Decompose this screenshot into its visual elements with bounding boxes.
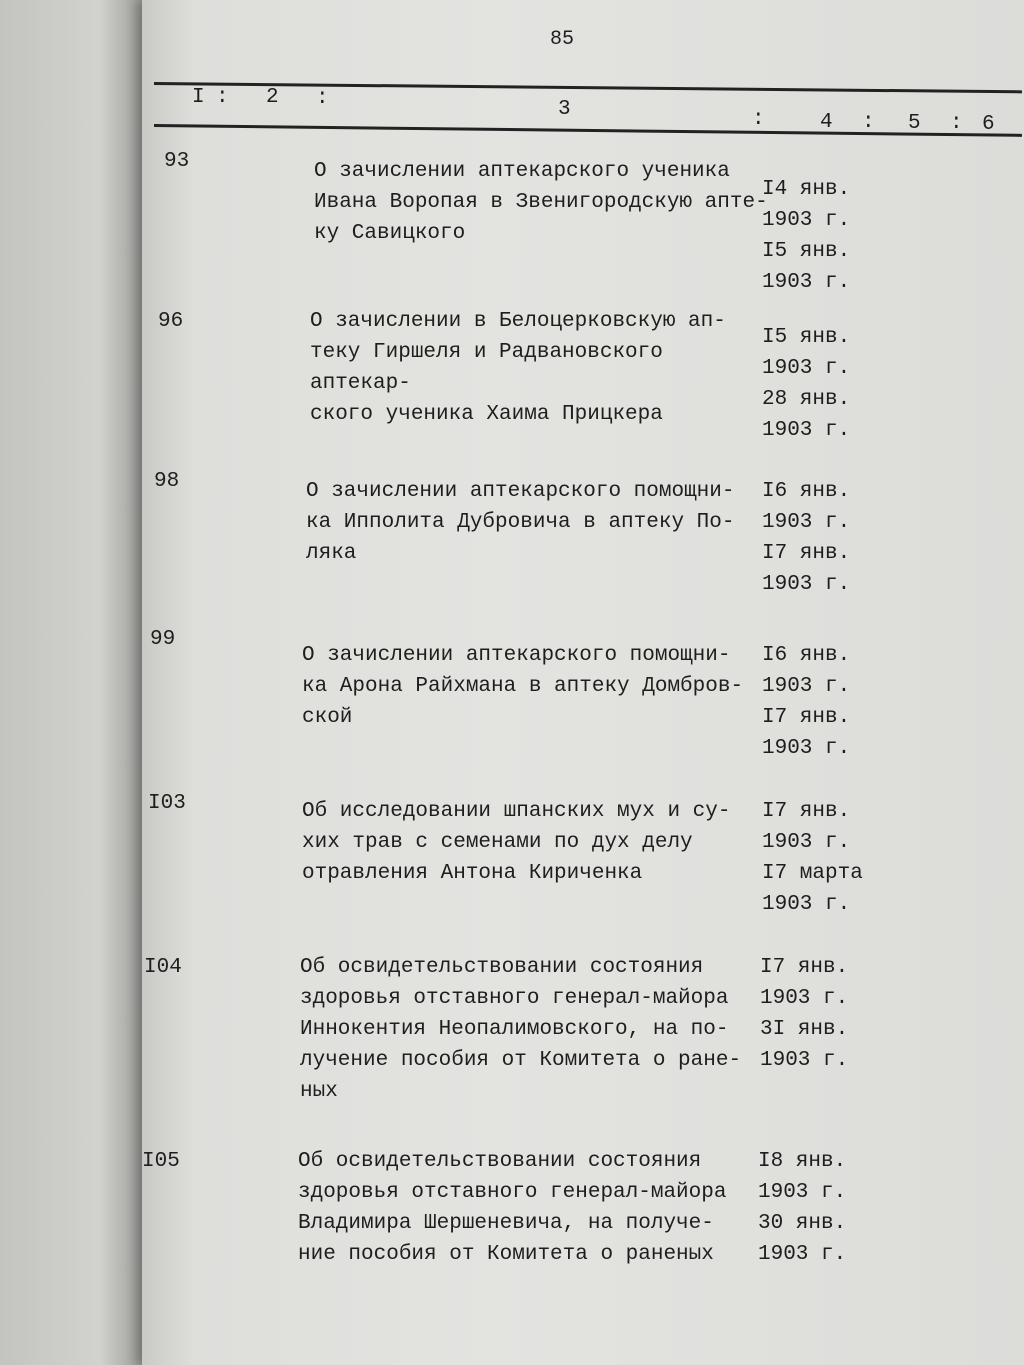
- column-header-4: 4: [820, 111, 833, 134]
- record-title: О зачислении аптекарского ученика Ивана Воропая в Звенигородскую апте- ку Савицкого: [314, 160, 768, 245]
- column-separator: :: [862, 111, 875, 134]
- record-number: 99: [150, 628, 176, 651]
- column-separator: :: [950, 112, 963, 135]
- record-title: Об исследовании шпанских мух и су- хих трав с семенами по дух делу отравления Антона Кириченка: [302, 800, 731, 885]
- record-title: О зачислении в Белоцерковскую ап- теку Гиршеля и Радвановского аптекар- ского ученика Хаима Прицкера: [310, 310, 726, 426]
- record-number: 98: [154, 470, 180, 493]
- column-header-row: [142, 86, 1024, 136]
- column-header-6: 6: [982, 113, 995, 136]
- column-header-1: I: [192, 86, 205, 109]
- previous-page: [0, 0, 142, 1365]
- record-dates: I7 янв. 1903 г. I7 марта 1903 г.: [762, 800, 863, 916]
- record-number: 93: [164, 150, 190, 173]
- record-dates: I8 янв. 1903 г. 30 янв. 1903 г.: [758, 1150, 847, 1266]
- column-separator: :: [752, 108, 765, 131]
- column-header-3: 3: [558, 98, 571, 121]
- record-number: I04: [144, 956, 182, 979]
- column-header-2: 2: [266, 86, 279, 109]
- record-dates: I6 янв. 1903 г. I7 янв. 1903 г.: [762, 644, 851, 760]
- record-dates: I5 янв. 1903 г. 28 янв. 1903 г.: [762, 326, 851, 442]
- page-number: 85: [550, 28, 575, 51]
- record-title: О зачислении аптекарского помощни- ка Арона Райхмана в аптеку Домбров- ской: [302, 644, 744, 729]
- record-dates: I4 янв. 1903 г. I5 янв. 1903 г.: [762, 178, 851, 294]
- column-separator: :: [316, 87, 329, 110]
- record-title: О зачислении аптекарского помощни- ка Ипполита Дубровича в аптеку По- ляка: [306, 480, 735, 565]
- record-title: Об освидетельствовании состояния здоровья отставного генерал-майора Владимира Шершеневича, на получе- ние пособия от Комитета о раненых: [298, 1150, 727, 1266]
- record-number: I05: [142, 1150, 180, 1173]
- record-number: 96: [158, 310, 184, 333]
- record-dates: I7 янв. 1903 г. 3I янв. 1903 г.: [760, 956, 849, 1072]
- record-dates: I6 янв. 1903 г. I7 янв. 1903 г.: [762, 480, 851, 596]
- column-header-5: 5: [908, 112, 921, 135]
- record-number: I03: [148, 792, 186, 815]
- record-title: Об освидетельствовании состояния здоровья отставного генерал-майора Иннокентия Неопалимовского, на по- лучение пособия от Комитета о ране- ных: [300, 956, 742, 1103]
- column-separator: :: [216, 86, 229, 109]
- document-page: [142, 0, 1024, 1365]
